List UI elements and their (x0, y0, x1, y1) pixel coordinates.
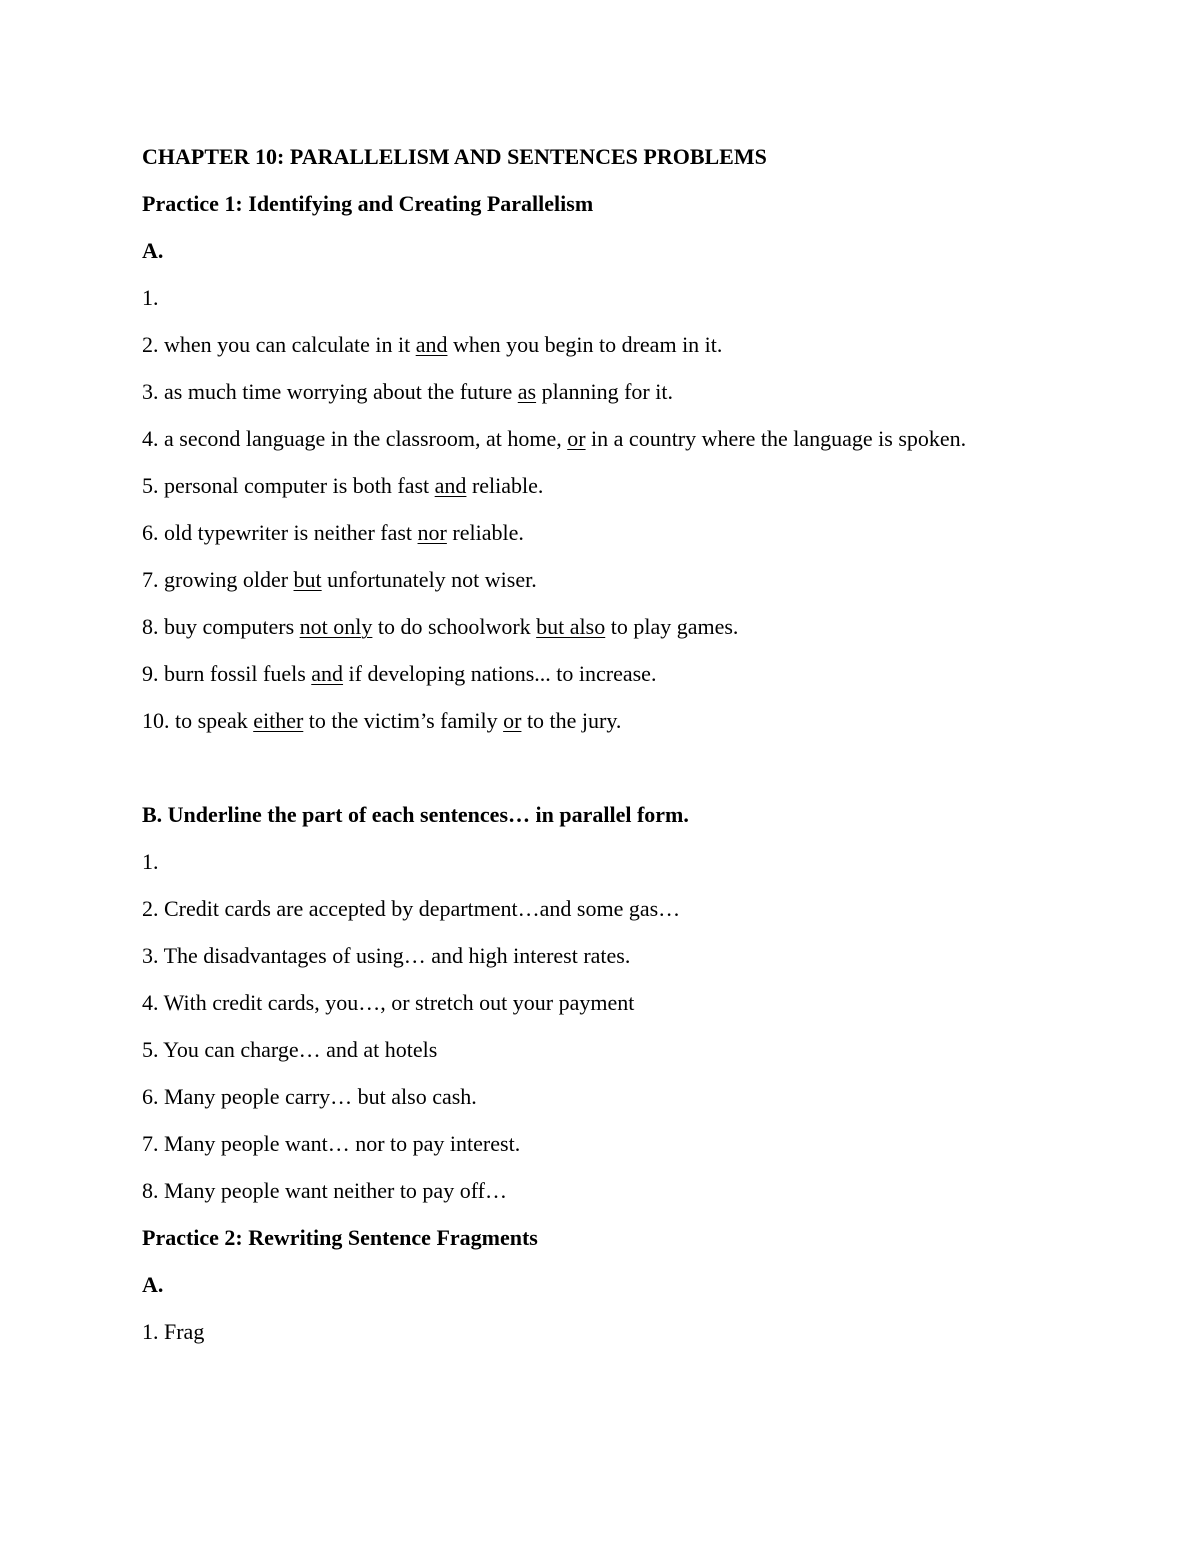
underlined-text: but (293, 567, 322, 592)
text-segment: reliable. (466, 473, 544, 498)
list-item: 3. The disadvantages of using… and high interest rates. (142, 943, 631, 968)
list-item: 1. (142, 849, 159, 874)
list-item: 2. Credit cards are accepted by department…and some gas… (142, 896, 681, 921)
text-segment: if developing nations... to increase. (343, 661, 657, 686)
practice1-section-b-list (142, 847, 1042, 1206)
list-item (142, 659, 1042, 689)
list-item (142, 424, 1042, 454)
list-item (142, 283, 1042, 313)
list-item (142, 330, 1042, 360)
practice1-heading: Practice 1: Identifying and Creating Parallelism (142, 191, 594, 216)
underlined-text: or (567, 426, 586, 451)
underlined-text: but also (536, 614, 606, 639)
list-item (142, 612, 1042, 642)
text-segment: to do schoolwork (372, 614, 537, 639)
text-segment: 2. when you can calculate in it (142, 332, 416, 357)
chapter-title: CHAPTER 10: PARALLELISM AND SENTENCES PROBLEMS (142, 144, 767, 169)
section-spacer (142, 753, 1042, 800)
text-segment: 10. to speak (142, 708, 254, 733)
underlined-text: either (253, 708, 304, 733)
practice1-section-b-heading: B. Underline the part of each sentences… in parallel form. (142, 802, 689, 827)
text-segment: 7. growing older (142, 567, 294, 592)
underlined-text: nor (417, 520, 447, 545)
list-item: 4. With credit cards, you…, or stretch out your payment (142, 990, 635, 1015)
text-segment: reliable. (446, 520, 524, 545)
list-item (142, 518, 1042, 548)
underlined-text: as (517, 379, 537, 404)
practice2-heading: Practice 2: Rewriting Sentence Fragments (142, 1225, 538, 1250)
text-segment: 3. as much time worrying about the future (142, 379, 518, 404)
list-item: 7. Many people want… nor to pay interest. (142, 1131, 521, 1156)
text-segment: 6. old typewriter is neither fast (142, 520, 418, 545)
text-segment: to play games. (605, 614, 739, 639)
underlined-text: not only (299, 614, 373, 639)
underlined-text: and (311, 661, 344, 686)
text-segment: unfortunately not wiser. (321, 567, 537, 592)
text-segment: 5. personal computer is both fast (142, 473, 435, 498)
list-item: 1. Frag (142, 1319, 205, 1344)
text-segment: planning for it. (536, 379, 673, 404)
underlined-text: or (503, 708, 522, 733)
text-segment: when you begin to dream in it. (447, 332, 723, 357)
text-segment: 9. burn fossil fuels (142, 661, 312, 686)
text-segment: to the jury. (521, 708, 622, 733)
list-item (142, 706, 1042, 736)
list-item (142, 471, 1042, 501)
list-item: 5. You can charge… and at hotels (142, 1037, 438, 1062)
text-segment: 8. buy computers (142, 614, 300, 639)
text-segment: in a country where the language is spoken. (585, 426, 967, 451)
list-item: 6. Many people carry… but also cash. (142, 1084, 477, 1109)
underlined-text: and (434, 473, 467, 498)
text-segment: 1. (142, 285, 159, 310)
practice1-section-a-label: A. (142, 238, 164, 263)
text-segment: to the victim’s family (303, 708, 504, 733)
underlined-text: and (415, 332, 448, 357)
practice2-section-a-list (142, 1317, 1042, 1347)
list-item: 8. Many people want neither to pay off… (142, 1178, 507, 1203)
practice2-section-a-label: A. (142, 1272, 164, 1297)
document-body (142, 142, 1042, 1364)
practice1-section-a-list (142, 283, 1042, 736)
list-item (142, 377, 1042, 407)
text-segment: 4. a second language in the classroom, at home, (142, 426, 568, 451)
list-item (142, 565, 1042, 595)
